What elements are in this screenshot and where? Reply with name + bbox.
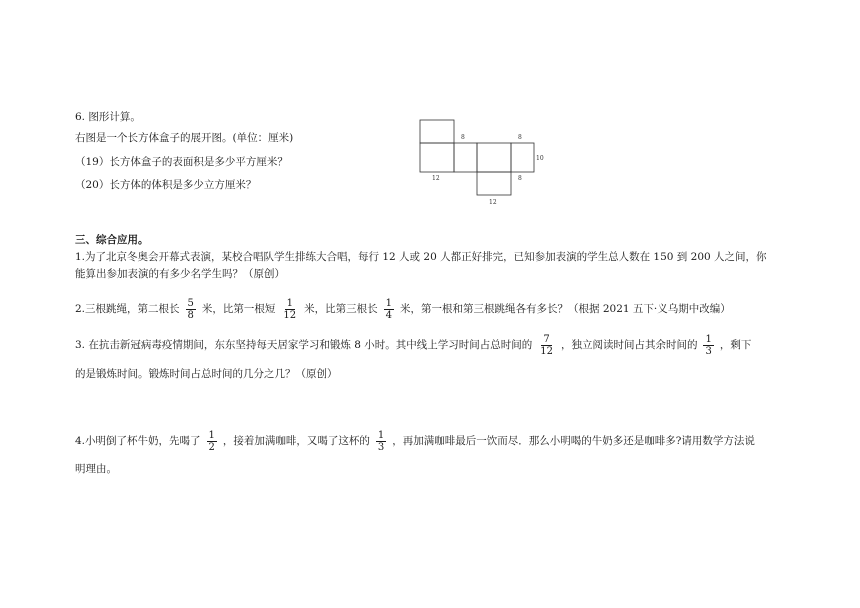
net-bottom-face bbox=[477, 172, 511, 195]
cuboid-net-diagram bbox=[410, 112, 550, 212]
question-20: （20）长方体的体积是多少立方厘米？ bbox=[75, 179, 257, 191]
question-19: （19）长方体盒子的表面积是多少平方厘米？ bbox=[75, 156, 288, 168]
fraction-5-8: $\frac{5}{8}$ bbox=[187, 297, 194, 321]
net-label-12a: 12 bbox=[432, 175, 440, 182]
problem-2-text-a: 2.三根跳绳，第二根长 bbox=[75, 303, 180, 315]
net-top-face bbox=[420, 120, 454, 143]
problem-4-text-c: ，再加满咖啡最后一饮而尽．那么小明喝的牛奶多还是咖啡多?请用数学方法说 bbox=[392, 435, 755, 447]
problem-3-text-a: 3. 在抗击新冠病毒疫情期间，东东坚持每天居家学习和锻炼 8 小时。其中线上学习时间占总时间的 bbox=[75, 339, 533, 351]
problem-3-line-1 bbox=[75, 332, 751, 358]
problem-4-line-1 bbox=[75, 428, 755, 454]
net-face-2 bbox=[454, 143, 477, 172]
net-label-10: 10 bbox=[536, 155, 544, 162]
fraction-1-2: $\frac{1}{2}$ bbox=[208, 429, 215, 453]
fraction-1-12: $\frac{1}{12}$ bbox=[283, 297, 297, 321]
net-label-8c: 8 bbox=[518, 175, 522, 182]
problem-2-text-c: 米，比第三根长 bbox=[304, 303, 378, 315]
section6-title: 6. 图形计算。 bbox=[75, 111, 141, 123]
fraction-1-3: $\frac{1}{3}$ bbox=[705, 333, 712, 357]
problem-4-line-2: 明理由。 bbox=[75, 463, 117, 475]
net-face-1 bbox=[420, 143, 454, 172]
fraction-1-3-b: $\frac{1}{3}$ bbox=[377, 429, 385, 453]
section3-heading: 三、综合应用。 bbox=[75, 234, 149, 246]
net-label-12b: 12 bbox=[489, 199, 497, 206]
problem-1-line-1: 1.为了北京冬奥会开幕式表演，某校合唱队学生排练大合唱，每行 12 人或 20 人都正好排完，已知参加表演的学生总人数在 150 到 200 人之间，你 bbox=[75, 251, 767, 263]
net-label-8b: 8 bbox=[518, 134, 522, 141]
problem-4-text-b: ，接着加满咖啡，又喝了这杯的 bbox=[222, 435, 370, 447]
problem-3-text-b: ，独立阅读时间占其余时间的 bbox=[560, 339, 698, 351]
fraction-7-12: $\frac{7}{12}$ bbox=[540, 333, 553, 357]
net-face-3 bbox=[477, 143, 511, 172]
problem-3-line-2: 的是锻炼时间。锻炼时间占总时间的几分之几？（原创） bbox=[75, 368, 338, 380]
problem-3-text-c: ，剩下 bbox=[719, 339, 752, 351]
fraction-1-4: $\frac{1}{4}$ bbox=[385, 297, 393, 321]
problem-2 bbox=[75, 296, 731, 322]
problem-4-text-a: 4.小明倒了杯牛奶，先喝了 bbox=[75, 435, 201, 447]
section6-intro: 右图是一个长方体盒子的展开图。(单位：厘米) bbox=[75, 132, 294, 144]
net-face-4 bbox=[511, 143, 534, 172]
problem-2-text-b: 米，比第一根短 bbox=[201, 303, 276, 315]
problem-2-text-d: 米，第一根和第三根跳绳各有多长？（根据 2021 五下·义乌期中改编） bbox=[400, 303, 731, 315]
net-label-8a: 8 bbox=[461, 134, 465, 141]
problem-1-line-2: 能算出参加表演的有多少名学生吗？（原创） bbox=[75, 268, 285, 280]
